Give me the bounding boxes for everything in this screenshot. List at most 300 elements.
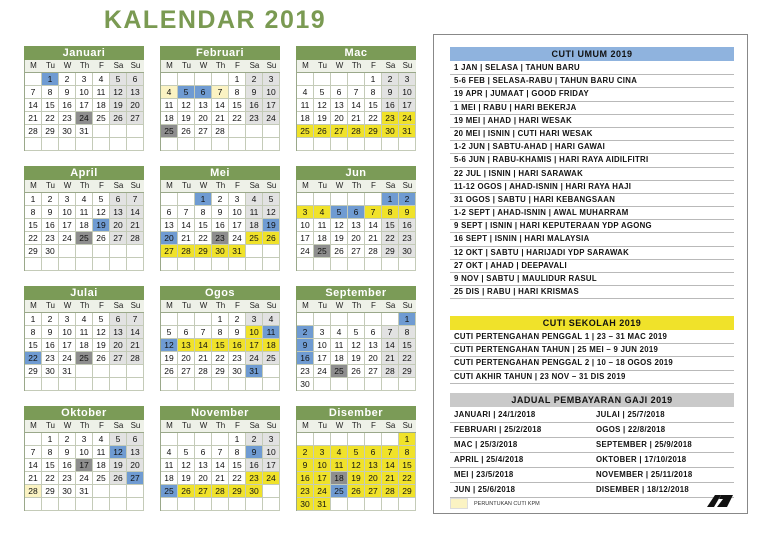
day-cell: 24 bbox=[314, 485, 331, 498]
day-cell: 25 bbox=[263, 352, 280, 365]
empty-cell bbox=[110, 498, 127, 511]
weekday-label: F bbox=[99, 61, 104, 70]
day-cell: 14 bbox=[25, 459, 42, 472]
month-name: Ogos bbox=[160, 286, 280, 300]
day-cell: 25 bbox=[161, 485, 178, 498]
weekday-label: Sa bbox=[113, 421, 124, 430]
day-cell: 25 bbox=[297, 125, 314, 138]
empty-cell bbox=[314, 193, 331, 206]
day-cell: 23 bbox=[229, 352, 246, 365]
empty-cell bbox=[195, 378, 212, 391]
holiday-item: 27 OKT | AHAD | DEEPAVALI bbox=[450, 260, 734, 273]
day-cell: 15 bbox=[195, 219, 212, 232]
day-cell: 1 bbox=[25, 313, 42, 326]
empty-cell bbox=[161, 313, 178, 326]
weekday-label: M bbox=[30, 181, 37, 190]
day-cell: 8 bbox=[399, 446, 416, 459]
weekday-label: Sa bbox=[249, 301, 260, 310]
gaji-row bbox=[450, 483, 734, 498]
empty-cell bbox=[331, 193, 348, 206]
day-cell: 21 bbox=[25, 472, 42, 485]
day-cell: 28 bbox=[195, 365, 212, 378]
day-grid bbox=[24, 312, 144, 391]
day-cell: 28 bbox=[178, 245, 195, 258]
empty-cell bbox=[331, 498, 348, 511]
day-cell: 10 bbox=[399, 86, 416, 99]
day-grid bbox=[296, 312, 416, 391]
weekday-label: Tu bbox=[317, 421, 328, 430]
empty-cell bbox=[212, 258, 229, 271]
day-cell: 30 bbox=[382, 125, 399, 138]
day-cell: 14 bbox=[348, 99, 365, 112]
day-cell: 19 bbox=[314, 112, 331, 125]
empty-cell bbox=[59, 138, 76, 151]
day-cell: 22 bbox=[229, 112, 246, 125]
legend-swatch bbox=[450, 498, 468, 509]
day-cell: 26 bbox=[110, 472, 127, 485]
weekday-label: F bbox=[99, 181, 104, 190]
empty-cell bbox=[25, 378, 42, 391]
day-cell: 18 bbox=[331, 352, 348, 365]
weekday-label: Sa bbox=[385, 181, 396, 190]
holiday-item: 5-6 FEB | SELASA-RABU | TAHUN BARU CINA bbox=[450, 75, 734, 88]
month-oktober bbox=[24, 406, 144, 511]
weekday-label: M bbox=[302, 181, 309, 190]
gaji-cell: NOVEMBER | 25/11/2018 bbox=[596, 470, 693, 479]
month-name: Disember bbox=[296, 406, 416, 420]
empty-cell bbox=[365, 138, 382, 151]
empty-cell bbox=[195, 73, 212, 86]
day-cell: 5 bbox=[93, 193, 110, 206]
weekday-label: F bbox=[371, 301, 376, 310]
day-cell: 4 bbox=[314, 206, 331, 219]
day-cell: 7 bbox=[348, 86, 365, 99]
weekday-label: Tu bbox=[45, 61, 56, 70]
day-cell: 24 bbox=[297, 245, 314, 258]
day-cell: 22 bbox=[382, 232, 399, 245]
empty-cell bbox=[263, 125, 280, 138]
day-cell: 28 bbox=[25, 125, 42, 138]
day-cell: 15 bbox=[42, 459, 59, 472]
day-cell: 12 bbox=[110, 446, 127, 459]
school-holiday-item: CUTI AKHIR TAHUN | 23 NOV – 31 DIS 2019 bbox=[450, 371, 734, 384]
day-cell: 22 bbox=[365, 112, 382, 125]
day-cell: 14 bbox=[365, 219, 382, 232]
day-cell: 23 bbox=[59, 472, 76, 485]
empty-cell bbox=[161, 433, 178, 446]
month-name: Oktober bbox=[24, 406, 144, 420]
day-cell: 2 bbox=[229, 313, 246, 326]
empty-cell bbox=[212, 138, 229, 151]
holiday-item: 11-12 OGOS | AHAD-ISNIN | HARI RAYA HAJI bbox=[450, 181, 734, 194]
day-cell: 12 bbox=[93, 326, 110, 339]
day-cell: 10 bbox=[229, 206, 246, 219]
day-cell: 22 bbox=[42, 472, 59, 485]
day-cell: 15 bbox=[365, 99, 382, 112]
day-cell: 3 bbox=[297, 206, 314, 219]
empty-cell bbox=[365, 193, 382, 206]
day-cell: 28 bbox=[365, 245, 382, 258]
empty-cell bbox=[110, 378, 127, 391]
empty-cell bbox=[382, 498, 399, 511]
weekday-label: Su bbox=[266, 61, 277, 70]
month-disember bbox=[296, 406, 416, 511]
day-cell: 27 bbox=[110, 352, 127, 365]
day-cell: 19 bbox=[178, 472, 195, 485]
day-cell: 9 bbox=[382, 86, 399, 99]
empty-cell bbox=[25, 138, 42, 151]
empty-cell bbox=[348, 258, 365, 271]
day-cell: 20 bbox=[110, 339, 127, 352]
day-cell: 10 bbox=[297, 219, 314, 232]
day-cell: 12 bbox=[348, 459, 365, 472]
gaji-row bbox=[450, 453, 734, 468]
day-cell: 13 bbox=[365, 459, 382, 472]
day-cell: 26 bbox=[331, 245, 348, 258]
day-cell: 17 bbox=[399, 99, 416, 112]
day-cell: 4 bbox=[93, 73, 110, 86]
day-cell: 12 bbox=[178, 459, 195, 472]
day-cell: 28 bbox=[382, 365, 399, 378]
day-cell: 7 bbox=[382, 446, 399, 459]
month-name: Februari bbox=[160, 46, 280, 60]
weekday-label: F bbox=[99, 421, 104, 430]
empty-cell bbox=[161, 498, 178, 511]
weekday-label: M bbox=[166, 61, 173, 70]
empty-cell bbox=[195, 313, 212, 326]
day-cell: 8 bbox=[382, 206, 399, 219]
empty-cell bbox=[93, 365, 110, 378]
holiday-item: 19 APR | JUMAAT | GOOD FRIDAY bbox=[450, 88, 734, 101]
holiday-item: 9 NOV | SABTU | MAULIDUR RASUL bbox=[450, 273, 734, 286]
empty-cell bbox=[263, 138, 280, 151]
day-cell: 20 bbox=[110, 219, 127, 232]
empty-cell bbox=[195, 498, 212, 511]
day-cell: 17 bbox=[59, 339, 76, 352]
day-cell: 11 bbox=[93, 446, 110, 459]
day-cell: 4 bbox=[297, 86, 314, 99]
day-cell: 6 bbox=[195, 446, 212, 459]
empty-cell bbox=[297, 258, 314, 271]
day-cell: 20 bbox=[178, 352, 195, 365]
empty-cell bbox=[229, 258, 246, 271]
weekday-label: M bbox=[166, 181, 173, 190]
empty-cell bbox=[93, 125, 110, 138]
empty-cell bbox=[178, 138, 195, 151]
day-cell: 23 bbox=[297, 365, 314, 378]
day-cell: 22 bbox=[42, 112, 59, 125]
weekday-header bbox=[160, 180, 280, 192]
weekday-label: Th bbox=[351, 301, 362, 310]
day-cell: 9 bbox=[42, 326, 59, 339]
weekday-header bbox=[160, 420, 280, 432]
empty-cell bbox=[365, 258, 382, 271]
day-cell: 16 bbox=[59, 459, 76, 472]
empty-cell bbox=[229, 125, 246, 138]
day-cell: 29 bbox=[25, 365, 42, 378]
day-cell: 20 bbox=[195, 112, 212, 125]
day-cell: 13 bbox=[178, 339, 195, 352]
weekday-label: F bbox=[235, 181, 240, 190]
empty-cell bbox=[93, 258, 110, 271]
day-cell: 27 bbox=[110, 232, 127, 245]
day-cell: 19 bbox=[110, 99, 127, 112]
day-cell: 10 bbox=[59, 206, 76, 219]
day-cell: 10 bbox=[314, 459, 331, 472]
day-cell: 4 bbox=[331, 326, 348, 339]
day-cell: 2 bbox=[212, 193, 229, 206]
day-cell: 13 bbox=[161, 219, 178, 232]
day-cell: 4 bbox=[76, 313, 93, 326]
day-cell: 2 bbox=[42, 313, 59, 326]
day-cell: 30 bbox=[229, 365, 246, 378]
holiday-item: 20 MEI | ISNIN | CUTI HARI WESAK bbox=[450, 128, 734, 141]
day-cell: 14 bbox=[212, 99, 229, 112]
day-cell: 8 bbox=[399, 326, 416, 339]
day-cell: 20 bbox=[348, 232, 365, 245]
legend-label: PERUNTUKAN CUTI KPM bbox=[474, 500, 540, 507]
empty-cell bbox=[399, 138, 416, 151]
day-cell: 18 bbox=[76, 339, 93, 352]
day-grid bbox=[296, 72, 416, 151]
day-cell: 18 bbox=[246, 219, 263, 232]
empty-cell bbox=[348, 193, 365, 206]
holiday-item: 9 SEPT | ISNIN | HARI KEPUTERAAN YDP AGONG bbox=[450, 220, 734, 233]
gaji-cell: OKTOBER | 17/10/2018 bbox=[596, 455, 687, 464]
empty-cell bbox=[314, 138, 331, 151]
cuti-umum-list bbox=[450, 62, 734, 299]
day-cell: 10 bbox=[314, 339, 331, 352]
day-cell: 16 bbox=[246, 459, 263, 472]
day-cell: 8 bbox=[212, 326, 229, 339]
empty-cell bbox=[42, 498, 59, 511]
day-cell: 28 bbox=[25, 485, 42, 498]
day-cell: 23 bbox=[246, 112, 263, 125]
day-cell: 5 bbox=[314, 86, 331, 99]
day-cell: 5 bbox=[93, 313, 110, 326]
empty-cell bbox=[76, 258, 93, 271]
day-cell: 8 bbox=[229, 446, 246, 459]
empty-cell bbox=[127, 125, 144, 138]
day-cell: 17 bbox=[263, 459, 280, 472]
day-cell: 21 bbox=[348, 112, 365, 125]
day-cell: 31 bbox=[76, 125, 93, 138]
day-cell: 7 bbox=[365, 206, 382, 219]
weekday-label: Sa bbox=[249, 61, 260, 70]
day-cell: 19 bbox=[331, 232, 348, 245]
empty-cell bbox=[365, 313, 382, 326]
day-cell: 29 bbox=[42, 485, 59, 498]
pk-logo bbox=[705, 493, 735, 514]
weekday-label: Su bbox=[266, 301, 277, 310]
day-cell: 11 bbox=[297, 99, 314, 112]
weekday-label: Th bbox=[215, 301, 226, 310]
empty-cell bbox=[331, 73, 348, 86]
day-cell: 18 bbox=[263, 339, 280, 352]
day-cell: 10 bbox=[76, 446, 93, 459]
day-grid bbox=[160, 312, 280, 391]
empty-cell bbox=[263, 485, 280, 498]
holiday-item: 19 MEI | AHAD | HARI WESAK bbox=[450, 115, 734, 128]
holiday-item: 1 JAN | SELASA | TAHUN BARU bbox=[450, 62, 734, 75]
day-cell: 26 bbox=[314, 125, 331, 138]
day-cell: 27 bbox=[178, 365, 195, 378]
weekday-label: Th bbox=[351, 61, 362, 70]
day-cell: 18 bbox=[331, 472, 348, 485]
day-cell: 19 bbox=[348, 472, 365, 485]
weekday-label: M bbox=[30, 421, 37, 430]
day-cell: 9 bbox=[246, 446, 263, 459]
day-cell: 30 bbox=[59, 125, 76, 138]
day-cell: 16 bbox=[297, 352, 314, 365]
holiday-item: 5-6 JUN | RABU-KHAMIS | HARI RAYA AIDILFITRI bbox=[450, 154, 734, 167]
day-cell: 18 bbox=[93, 459, 110, 472]
day-cell: 24 bbox=[399, 112, 416, 125]
day-cell: 5 bbox=[178, 86, 195, 99]
day-cell: 10 bbox=[263, 86, 280, 99]
day-cell: 25 bbox=[331, 365, 348, 378]
day-cell: 27 bbox=[331, 125, 348, 138]
day-cell: 21 bbox=[382, 472, 399, 485]
weekday-label: Tu bbox=[181, 421, 192, 430]
empty-cell bbox=[127, 498, 144, 511]
day-cell: 30 bbox=[59, 485, 76, 498]
empty-cell bbox=[246, 245, 263, 258]
empty-cell bbox=[178, 258, 195, 271]
day-cell: 20 bbox=[127, 459, 144, 472]
day-cell: 29 bbox=[195, 245, 212, 258]
gaji-row bbox=[450, 438, 734, 453]
day-cell: 11 bbox=[161, 99, 178, 112]
day-cell: 15 bbox=[229, 459, 246, 472]
day-cell: 12 bbox=[110, 86, 127, 99]
day-cell: 21 bbox=[365, 232, 382, 245]
day-cell: 24 bbox=[59, 232, 76, 245]
day-cell: 6 bbox=[110, 313, 127, 326]
empty-cell bbox=[297, 138, 314, 151]
day-cell: 9 bbox=[297, 339, 314, 352]
day-cell: 16 bbox=[59, 99, 76, 112]
day-cell: 30 bbox=[399, 245, 416, 258]
day-cell: 9 bbox=[246, 86, 263, 99]
day-cell: 13 bbox=[195, 99, 212, 112]
month-september bbox=[296, 286, 416, 391]
empty-cell bbox=[76, 245, 93, 258]
empty-cell bbox=[297, 73, 314, 86]
day-cell: 30 bbox=[42, 245, 59, 258]
day-cell: 12 bbox=[348, 339, 365, 352]
day-cell: 29 bbox=[365, 125, 382, 138]
empty-cell bbox=[348, 73, 365, 86]
weekday-label: M bbox=[30, 61, 37, 70]
empty-cell bbox=[331, 258, 348, 271]
day-grid bbox=[24, 432, 144, 511]
day-cell: 4 bbox=[331, 446, 348, 459]
day-cell: 30 bbox=[246, 485, 263, 498]
weekday-header bbox=[160, 60, 280, 72]
gaji-cell: OGOS | 22/8/2018 bbox=[596, 425, 666, 434]
day-cell: 28 bbox=[348, 125, 365, 138]
empty-cell bbox=[110, 125, 127, 138]
day-cell: 3 bbox=[76, 73, 93, 86]
month-name: November bbox=[160, 406, 280, 420]
day-cell: 14 bbox=[382, 339, 399, 352]
day-cell: 8 bbox=[42, 86, 59, 99]
weekday-label: F bbox=[371, 181, 376, 190]
day-cell: 2 bbox=[297, 446, 314, 459]
day-cell: 25 bbox=[76, 232, 93, 245]
weekday-label: M bbox=[166, 301, 173, 310]
month-name: Mei bbox=[160, 166, 280, 180]
weekday-label: Su bbox=[130, 61, 141, 70]
day-cell: 11 bbox=[331, 459, 348, 472]
holiday-item: 22 JUL | ISNIN | HARI SARAWAK bbox=[450, 168, 734, 181]
day-cell: 20 bbox=[195, 472, 212, 485]
day-cell: 1 bbox=[382, 193, 399, 206]
legend bbox=[450, 498, 540, 509]
day-cell: 31 bbox=[229, 245, 246, 258]
empty-cell bbox=[331, 433, 348, 446]
weekday-header bbox=[24, 60, 144, 72]
empty-cell bbox=[382, 433, 399, 446]
day-cell: 9 bbox=[59, 86, 76, 99]
empty-cell bbox=[161, 193, 178, 206]
weekday-label: Su bbox=[402, 421, 413, 430]
day-cell: 15 bbox=[25, 219, 42, 232]
month-februari bbox=[160, 46, 280, 151]
weekday-label: Sa bbox=[113, 61, 124, 70]
day-cell: 8 bbox=[42, 446, 59, 459]
day-cell: 3 bbox=[246, 313, 263, 326]
weekday-label: Su bbox=[130, 421, 141, 430]
day-cell: 9 bbox=[229, 326, 246, 339]
weekday-label: M bbox=[302, 301, 309, 310]
day-cell: 23 bbox=[382, 112, 399, 125]
day-cell: 12 bbox=[178, 99, 195, 112]
cuti-umum-title: CUTI UMUM 2019 bbox=[450, 47, 734, 61]
empty-cell bbox=[314, 313, 331, 326]
day-cell: 2 bbox=[59, 433, 76, 446]
empty-cell bbox=[127, 365, 144, 378]
empty-cell bbox=[365, 498, 382, 511]
empty-cell bbox=[365, 378, 382, 391]
weekday-label: M bbox=[302, 61, 309, 70]
empty-cell bbox=[246, 378, 263, 391]
day-cell: 2 bbox=[382, 73, 399, 86]
weekday-label: Sa bbox=[385, 61, 396, 70]
day-cell: 12 bbox=[263, 206, 280, 219]
weekday-header bbox=[160, 300, 280, 312]
day-cell: 25 bbox=[314, 245, 331, 258]
weekday-header bbox=[296, 180, 416, 192]
day-cell: 7 bbox=[127, 313, 144, 326]
empty-cell bbox=[297, 313, 314, 326]
day-cell: 19 bbox=[110, 459, 127, 472]
day-cell: 30 bbox=[212, 245, 229, 258]
day-cell: 19 bbox=[161, 352, 178, 365]
day-cell: 14 bbox=[195, 339, 212, 352]
weekday-label: W bbox=[335, 301, 344, 310]
day-cell: 3 bbox=[314, 326, 331, 339]
empty-cell bbox=[246, 258, 263, 271]
day-cell: 14 bbox=[382, 459, 399, 472]
weekday-label: W bbox=[63, 421, 72, 430]
day-cell: 23 bbox=[246, 472, 263, 485]
day-cell: 21 bbox=[212, 472, 229, 485]
weekday-label: Tu bbox=[181, 61, 192, 70]
day-cell: 18 bbox=[314, 232, 331, 245]
day-cell: 5 bbox=[331, 206, 348, 219]
